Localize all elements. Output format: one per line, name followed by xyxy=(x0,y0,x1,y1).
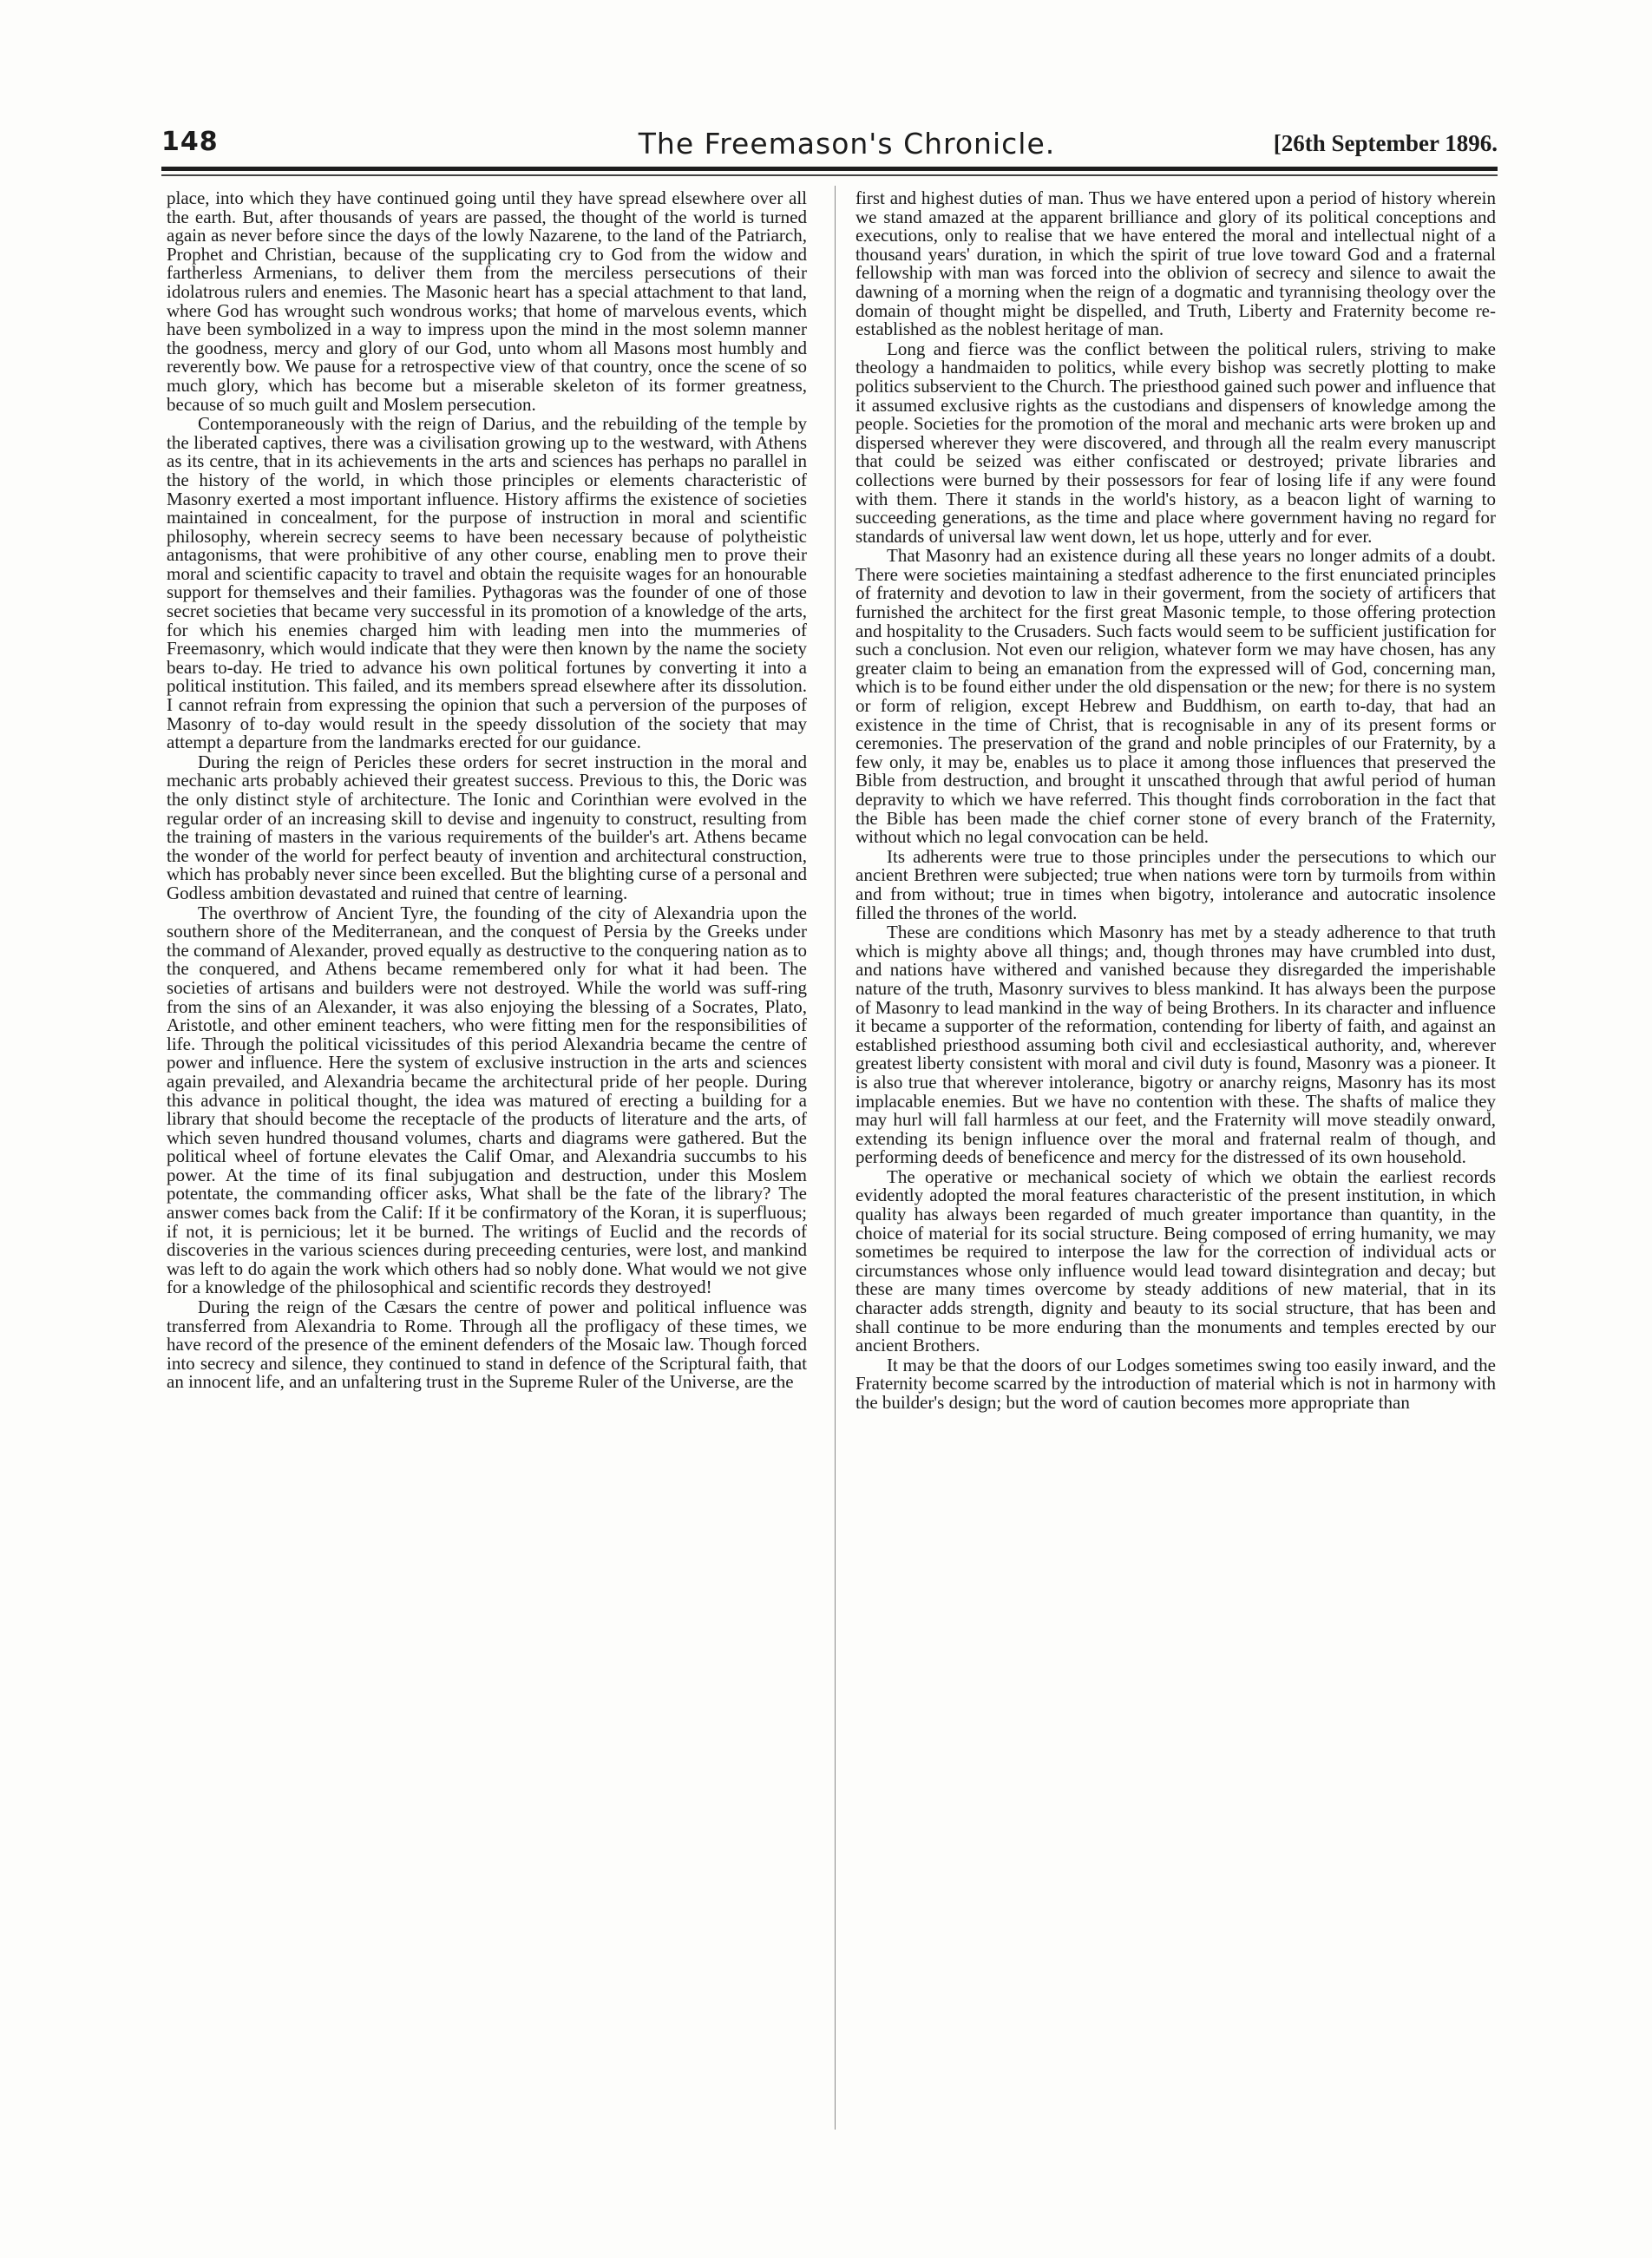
paragraph: These are conditions which Masonry has met by a steady adherence to that truth which is mighty above all things; and, though thrones may have crumbled into dust, and nations have withered and vanished because they disregarded the imperishable nature of the truth, Masonry survives to bless mankind. It has always been the purpose of Masonry to lead mankind in the way of being Brothers. In its character and influence it became a supporter of the reformation, contending for liberty of faith, and against an established priesthood assuming both civil and ecclesiastical authority, and, wherever greatest liberty consistent with moral and civil duty is found, Masonry was a pioneer. It is also true that wherever intolerance, bigotry or anarchy reigns, Masonry has its most implacable enemies. But we have no contention with these. The shafts of malice they may hurl will fall harmless at our feet, and the Fraternity will move steadily onward, extending its benign influence over the moral and fraternal realm of though, and performing deeds of beneficence and mercy for the distressed of its own household. xyxy=(856,922,1496,1168)
paragraph: During the reign of the Cæsars the centre of power and political influence was transferred from Alexandria to Rome. Through all the profligacy of these times, we have record of the presence of the eminent defenders of the Mosaic law. Though forced into secrecy and silence, they continued to stand in defence of the Scriptural faith, that an innocent life, and an unfaltering trust in the Supreme Ruler of the Universe, are the xyxy=(167,1296,807,1393)
paragraph: That Masonry had an existence during all these years no longer admits of a doubt. There were societies maintaining a stedfast adherence to the first enunciated principles of fraternity and devotion to law in their goverment, from the society of artificers that furnished the architect for the first great Masonic temple, to those offering protection and hospitality to the Crusaders. Such facts would seem to be sufficient justification for such a conclusion. Not even our religion, whatever form we may have chosen, has any greater claim to being an emanation from the expressed will of God, concerning man, which is to be found either under the old dispensation or the new; for there is no system or form of religion, except Hebrew and Buddhism, on earth to-day, that had an existence in the time of Christ, that is recognisable in any of its present forms or ceremonies. The preservation of the grand and noble principles of our Fraternity, by a few only, it may be, enables us to place it among those influences that preserved the Bible from destruction, and brought it unscathed through that awful period of human depravity to which we have referred. This thought finds corroboration in the fact that the Bible has been made the chief corner stone of every branch of the Fraternity, without which no legal convocation can be held. xyxy=(856,545,1496,848)
right-column xyxy=(856,189,1496,1413)
publication-title: The Freemason's Chronicle. xyxy=(638,127,1056,161)
masthead xyxy=(161,127,1498,165)
paragraph: Long and fierce was the conflict between the political rulers, striving to make theology a handmaiden to politics, while every bishop was secretly plotting to make politics subservient to the Church. The priesthood gained such power and influence that it assumed exclusive rights as the custodians and dispensers of knowledge among the people. Societies for the promotion of the moral and mechanic arts were broken up and dispersed wherever they were discovered, and through all the realm every manuscript that could be seized was either confiscated or destroyed; private libraries and collections were burned by their possessors for fear of losing life if any were found with them. There it stands in the world's history, as a beacon light of warning to succeeding generations, as the time and place where government having no regard for standards of universal law went down, let us hope, utterly and for ever. xyxy=(856,338,1496,547)
paragraph: The operative or mechanical society of which we obtain the earliest records evidently adopted the moral features characteristic of the present institution, in which quality has always been regarded of much greater importance than quantity, in the choice of material for its social structure. Being composed of erring humanity, we may sometimes be required to interpose the law for the correction of individual acts or circumstances whose only influence would lead toward disintegration and decay; but these are many times overcome by steady additions of new material, that in its character adds strength, dignity and beauty to its social structure, that has been and shall continue to be more enduring than the monuments and temples erected by our ancient Brothers. xyxy=(856,1165,1496,1356)
column-divider xyxy=(835,186,836,2130)
paragraph: During the reign of Pericles these orders for secret instruction in the moral and mechanic arts probably achieved their greatest success. Previous to this, the Doric was the only distinct style of architecture. The Ionic and Corinthian were evolved in the regular order of an increasing skill to devise and ingenuity to construct, resulting from the training of masters in the various requirements of the builder's art. Athens became the wonder of the world for perfect beauty of invention and architectural construction, which has probably never since been excelled. But the blighting curse of a personal and Godless ambition devastated and ruined that centre of learning. xyxy=(167,751,807,903)
paragraph: place, into which they have continued going until they have spread elsewhere over all the earth. But, after thousands of years are passed, the thought of the world is turned again as never before since the days of the lowly Nazarene, to the land of the Patriarch, Prophet and Christian, because of the supplicating cry to God from the widow and fartherless Armenians, to deliver them from the merciless persecutions of their idolatrous rulers and enemies. The Masonic heart has a special attachment to that land, where God has wrought such wondrous works; that home of marvelous events, which have been symbolized in a way to impress upon the mind in the most solemn manner the goodness, mercy and glory of our God, unto whom all Masons most humbly and reverently bow. We pause for a retrospective view of that country, once the scene of so much glory, which has become but a miserable skeleton of its former greatness, because of so much guilt and Moslem persecution. xyxy=(167,187,807,415)
paragraph: Its adherents were true to those principles under the persecutions to which our ancient Brethren were subjected; true when nations were torn by turmoils from within and from without; true in times when bigotry, intolerance and autocratic insolence filled the thrones of the world. xyxy=(856,845,1496,923)
left-column xyxy=(167,189,807,1392)
paragraph: first and highest duties of man. Thus we have entered upon a period of history wherein we stand amazed at the apparent brilliance and glory of its political conceptions and executions, only to realise that we have entered the moral and intellectual night of a thousand years' duration, in which the spirit of true love toward God and a fraternal fellowship with man was forced into the oblivion of secrecy and silence to await the dawning of a morning when the reign of a dogmatic and tyrannising theology over the domain of thought might be dispelled, and Truth, Liberty and Fraternity become re-established as the noblest heritage of man. xyxy=(856,187,1496,340)
header-rule-thin xyxy=(161,174,1498,176)
paragraph: It may be that the doors of our Lodges sometimes swing too easily inward, and the Fraternity become scarred by the introduction of material which is not in harmony with the builder's design; but the word of caution becomes more appropriate than xyxy=(856,1354,1496,1413)
paragraph: The overthrow of Ancient Tyre, the founding of the city of Alexandria upon the southern shore of the Mediterranean, and the conquest of Persia by the Greeks under the command of Alexander, proved equally as destructive to the conquering nation as to the conquered, and Athens became remembered only for what it had been. The societies of artisans and builders were not destroyed. While the world was suff-ring from the sins of an Alexander, it was also enjoying the blessing of a Socrates, Plato, Aristotle, and other eminent teachers, who were fitting men for the responsibilities of life. Through the political vicissitudes of this period Alexandria became the centre of power and influence. Here the system of exclusive instruction in the arts and sciences again prevailed, and Alexandria became the architectural pride of her people. During this advance in political thought, the idea was matured of erecting a building for a library that should become the receptacle of the products of literature and the arts, of which seven hundred thousand volumes, charts and diagrams were gathered. But the political wheel of fortune elevates the Calif Omar, and Alexandria succumbs to his power. At the time of its final subjugation and destruction, under this Moslem potentate, the commanding officer asks, What shall be the fate of the library? The answer comes back from the Calif: If it be confirmatory of the Koran, it is superfluous; if not, it is pernicious; let it be burned. The writings of Euclid and the records of discoveries in the various sciences during preceeding centuries, were lost, and mankind was left to do again the work which others had so nobly done. What would we not give for a knowledge of the philosophical and scientific records they destroyed! xyxy=(167,902,807,1298)
issue-date: [26th September 1896. xyxy=(1273,130,1498,156)
page-number: 148 xyxy=(161,127,219,157)
paragraph: Contemporaneously with the reign of Darius, and the rebuilding of the temple by the liberated captives, there was a civilisation growing up to the westward, with Athens as its centre, that in its achievements in the arts and sciences has perhaps no parallel in the history of the world, in which those principles or elements characteristic of Masonry exerted a most important influence. History affirms the existence of societies maintained in concealment, for the purpose of instruction in moral and scientific philosophy, wherein secrecy seems to have been necessary because of polytheistic antagonisms, that were prohibitive of any other course, enabling men to prove their moral and scientific capacity to travel and obtain the requisite wages for an honourable support for themselves and their families. Pythagoras was the founder of one of those secret societies that became very successful in its promotion of a knowledge of the arts, for which his enemies charged him with leading men into the mummeries of Freemasonry, which would indicate that they were then known by the name the society bears to-day. He tried to advance his own political fortunes by converting it into a political institution. This failed, and its members spread elsewhere after its dissolution. I cannot refrain from expressing the opinion that such a perversion of the purposes of Masonry of to-day would result in the speedy dissolution of the society that may attempt a departure from the landmarks erected for our guidance. xyxy=(167,413,807,753)
header-rule-thick xyxy=(161,167,1498,171)
